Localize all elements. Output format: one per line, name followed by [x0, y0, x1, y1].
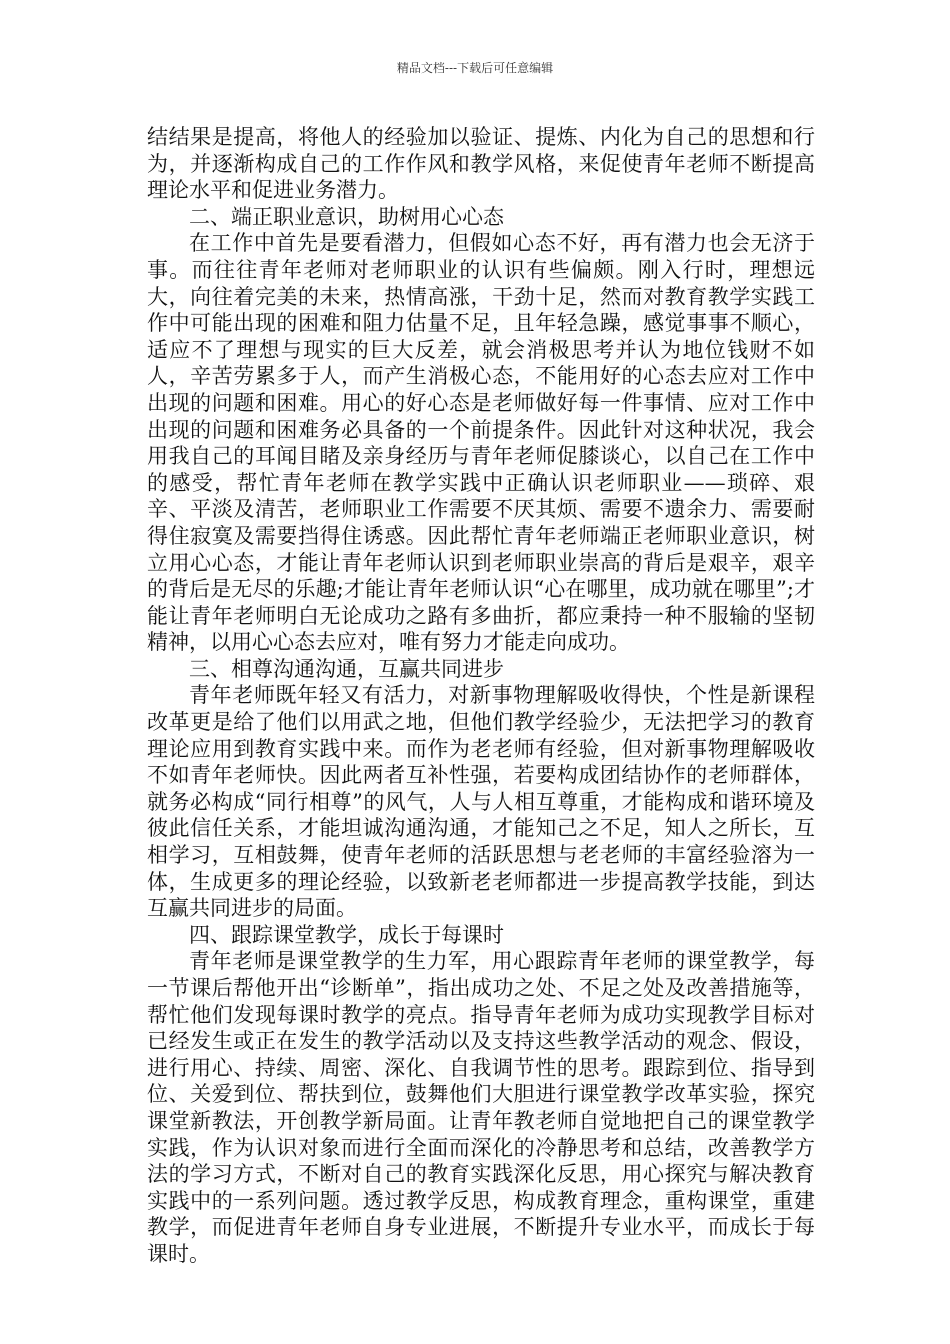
paragraph-continuation: 结结果是提高，将他人的经验加以验证、提炼、内化为自己的思想和行为，并逐渐构成自己的工作作风和教学风格，来促使青年老师不断提高理论水平和促进业务潜力。 [147, 125, 815, 203]
section-heading-2: 二、端正职业意识，助树用心心态 [189, 204, 504, 229]
paragraph-section-3: 青年老师既年轻又有活力，对新事物理解吸收得快，个性是新课程改革更是给了他们以用武之地，但他们教学经验少，无法把学习的教育理论应用到教育实践中来。而作为老老师有经验，但对新事物理解吸收不如青年老师快。因此两者互补性强，若要构成团结协作的老师群体，就务必构成“同行相尊”的风气，人与人相互尊重，才能构成和谐环境及彼此信任关系，才能坦诚沟通沟通，才能知己之不足，知人之所长，互相学习，互相鼓舞，使青年老师的活跃思想与老老师的丰富经验溶为一体，生成更多的理论经验，以致新老老师都进一步提高教学技能，到达互赢共同进步的局面。 [147, 683, 815, 921]
document-body [147, 124, 815, 1268]
paragraph-section-2: 在工作中首先是要看潜力，但假如心态不好，再有潜力也会无济于事。而往往青年老师对老师职业的认识有些偏颇。刚入行时，理想远大，向往着完美的未来，热情高涨，干劲十足，然而对教育教学实践工作中可能出现的困难和阻力估量不足，且年轻急躁，感觉事事不顺心，适应不了理想与现实的巨大反差，就会消极思考并认为地位钱财不如人，辛苦劳累多于人，而产生消极心态，不能用好的心态去应对工作中出现的问题和困难。用心的好心态是老师做好每一件事情、应对工作中出现的问题和困难务必具备的一个前提条件。因此针对这种状况，我会用我自己的耳闻目睹及亲身经历与青年老师促膝谈心，以自己在工作中的感受，帮忙青年老师在教学实践中正确认识老师职业——琐碎、艰辛、平淡及清苦，老师职业工作需要不厌其烦、需要不遗余力、需要耐得住寂寞及需要挡得住诱惑。因此帮忙青年老师端正老师职业意识，树立用心心态，才能让青年老师认识到老师职业崇高的背后是艰辛，艰辛的背后是无尽的乐趣;才能让青年老师认识“心在哪里，成功就在哪里”;才能让青年老师明白无论成功之路有多曲折，都应秉持一种不服输的坚韧精神，以用心心态去应对，唯有努力才能走向成功。 [147, 231, 815, 655]
section-heading-4: 四、跟踪课堂教学，成长于每课时 [189, 922, 504, 947]
section-heading-3: 三、相尊沟通沟通，互赢共同进步 [189, 656, 504, 681]
paragraph-section-4: 青年老师是课堂教学的生力军，用心跟踪青年老师的课堂教学，每一节课后帮他开出“诊断单”，指出成功之处、不足之处及改善措施等，帮忙他们发现每课时教学的亮点。指导青年老师为成功实现教学目标对已经发生或正在发生的教学活动以及支持这些教学活动的观念、假设，进行用心、持续、周密、深化、自我调节性的思考。跟踪到位、指导到位、关爱到位、帮扶到位，鼓舞他们大胆进行课堂教学改革实验，探究课堂新教法，开创教学新局面。让青年教老师自觉地把自己的课堂教学实践，作为认识对象而进行全面而深化的冷静思考和总结，改善教学方法的学习方式，不断对自己的教育实践深化反思，用心探究与解决教育实践中的一系列问题。透过教学反思，构成教育理念，重构课堂，重建教学，而促进青年老师自身专业进展，不断提升专业水平，而成长于每课时。 [147, 949, 815, 1266]
page-header: 精品文档---下载后可任意编辑 [396, 61, 554, 75]
